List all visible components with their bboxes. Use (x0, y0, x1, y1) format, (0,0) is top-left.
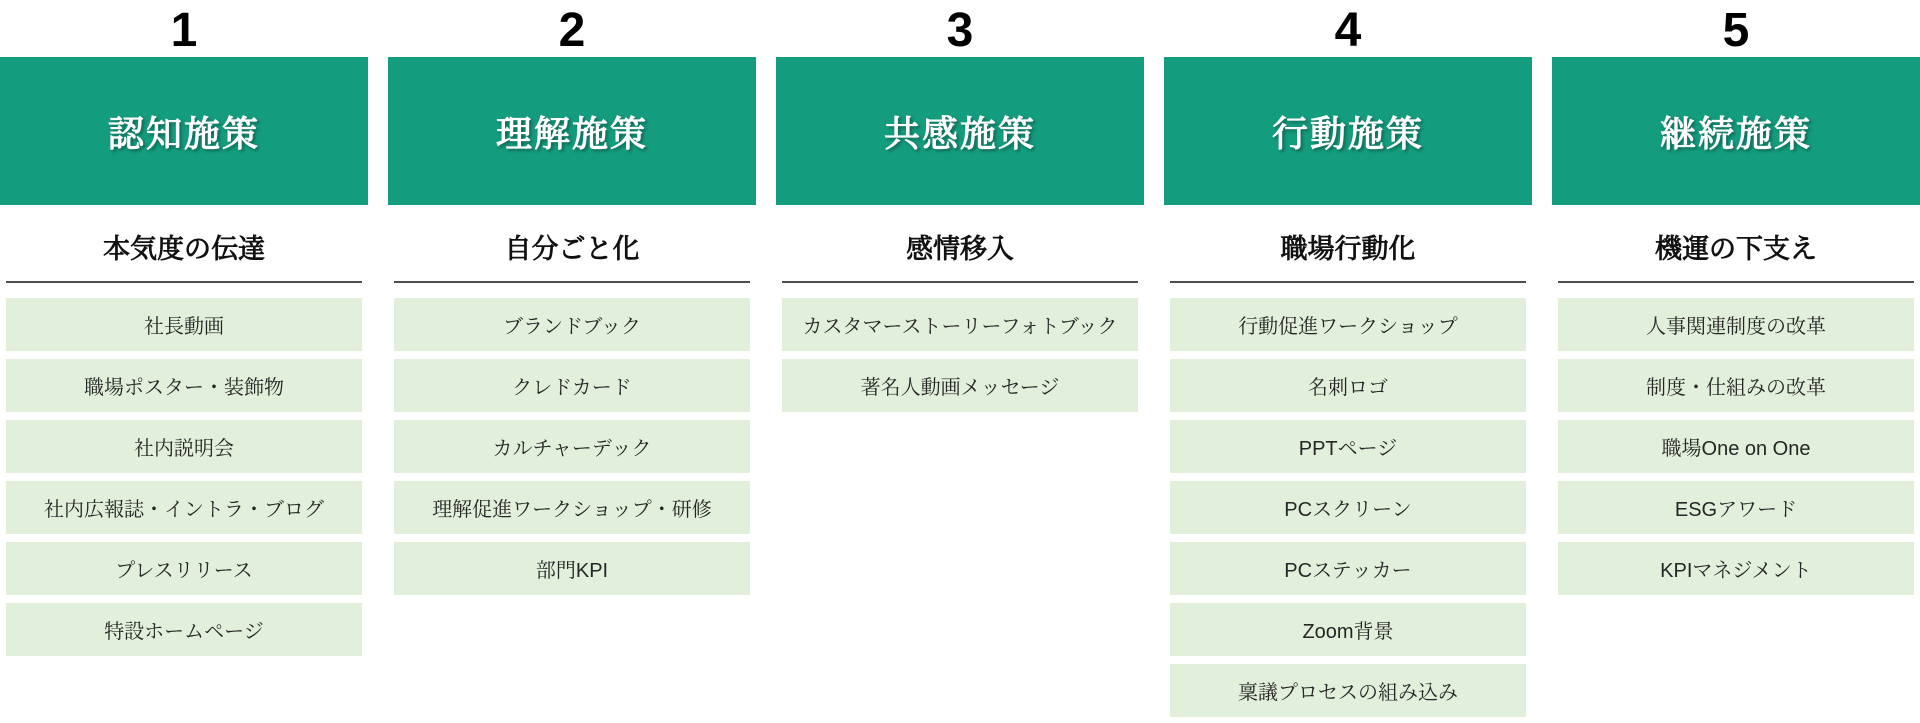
measure-item: 社内説明会 (6, 420, 362, 473)
measure-item: カスタマーストーリーフォトブック (782, 298, 1138, 351)
measure-column (1552, 0, 1920, 717)
measure-item: ブランドブック (394, 298, 750, 351)
column-item-list (782, 298, 1138, 412)
measure-item: Zoom背景 (1170, 603, 1526, 656)
measure-item: 社長動画 (6, 298, 362, 351)
column-title: 共感施策 (883, 112, 1036, 154)
column-subtitle: 機運の下支え (1558, 205, 1914, 283)
column-title: 認知施策 (107, 112, 260, 154)
column-subtitle: 感情移入 (782, 205, 1138, 283)
measure-column (388, 0, 756, 717)
measure-item: 制度・仕組みの改革 (1558, 359, 1914, 412)
column-item-list (1170, 298, 1526, 717)
measure-item: クレドカード (394, 359, 750, 412)
measure-item: カルチャーデック (394, 420, 750, 473)
column-body (1558, 205, 1914, 595)
column-header (776, 57, 1144, 205)
column-header (0, 57, 368, 205)
column-subtitle: 職場行動化 (1170, 205, 1526, 283)
measure-item: 人事関連制度の改革 (1558, 298, 1914, 351)
measure-item: 部門KPI (394, 542, 750, 595)
column-number: 4 (1334, 4, 1362, 57)
column-body (6, 205, 362, 656)
measure-column (776, 0, 1144, 717)
column-body (782, 205, 1138, 412)
measure-item: PCステッカー (1170, 542, 1526, 595)
measure-item: 社内広報誌・イントラ・ブログ (6, 481, 362, 534)
column-header (1164, 57, 1532, 205)
measure-item: PCスクリーン (1170, 481, 1526, 534)
measure-item: 特設ホームページ (6, 603, 362, 656)
measure-item: 職場ポスター・装飾物 (6, 359, 362, 412)
column-item-list (6, 298, 362, 656)
column-item-list (1558, 298, 1914, 595)
measure-column (1164, 0, 1532, 717)
column-subtitle: 自分ごと化 (394, 205, 750, 283)
column-body (1170, 205, 1526, 717)
measure-item: プレスリリース (6, 542, 362, 595)
column-header (1552, 57, 1920, 205)
measure-item: 名刺ロゴ (1170, 359, 1526, 412)
column-title: 行動施策 (1271, 112, 1424, 154)
measure-item: 稟議プロセスの組み込み (1170, 664, 1526, 717)
measure-item: KPIマネジメント (1558, 542, 1914, 595)
measure-item: 行動促進ワークショップ (1170, 298, 1526, 351)
measure-item: 著名人動画メッセージ (782, 359, 1138, 412)
column-number: 3 (946, 4, 974, 57)
column-number: 5 (1722, 4, 1750, 57)
column-number: 2 (558, 4, 586, 57)
column-number: 1 (170, 4, 198, 57)
measure-item: 職場One on One (1558, 420, 1914, 473)
column-item-list (394, 298, 750, 595)
column-title: 理解施策 (495, 112, 648, 154)
measure-item: ESGアワード (1558, 481, 1914, 534)
column-title: 継続施策 (1659, 112, 1812, 154)
column-body (394, 205, 750, 595)
measure-column (0, 0, 368, 717)
measure-item: 理解促進ワークショップ・研修 (394, 481, 750, 534)
column-subtitle: 本気度の伝達 (6, 205, 362, 283)
measure-item: PPTページ (1170, 420, 1526, 473)
column-header (388, 57, 756, 205)
